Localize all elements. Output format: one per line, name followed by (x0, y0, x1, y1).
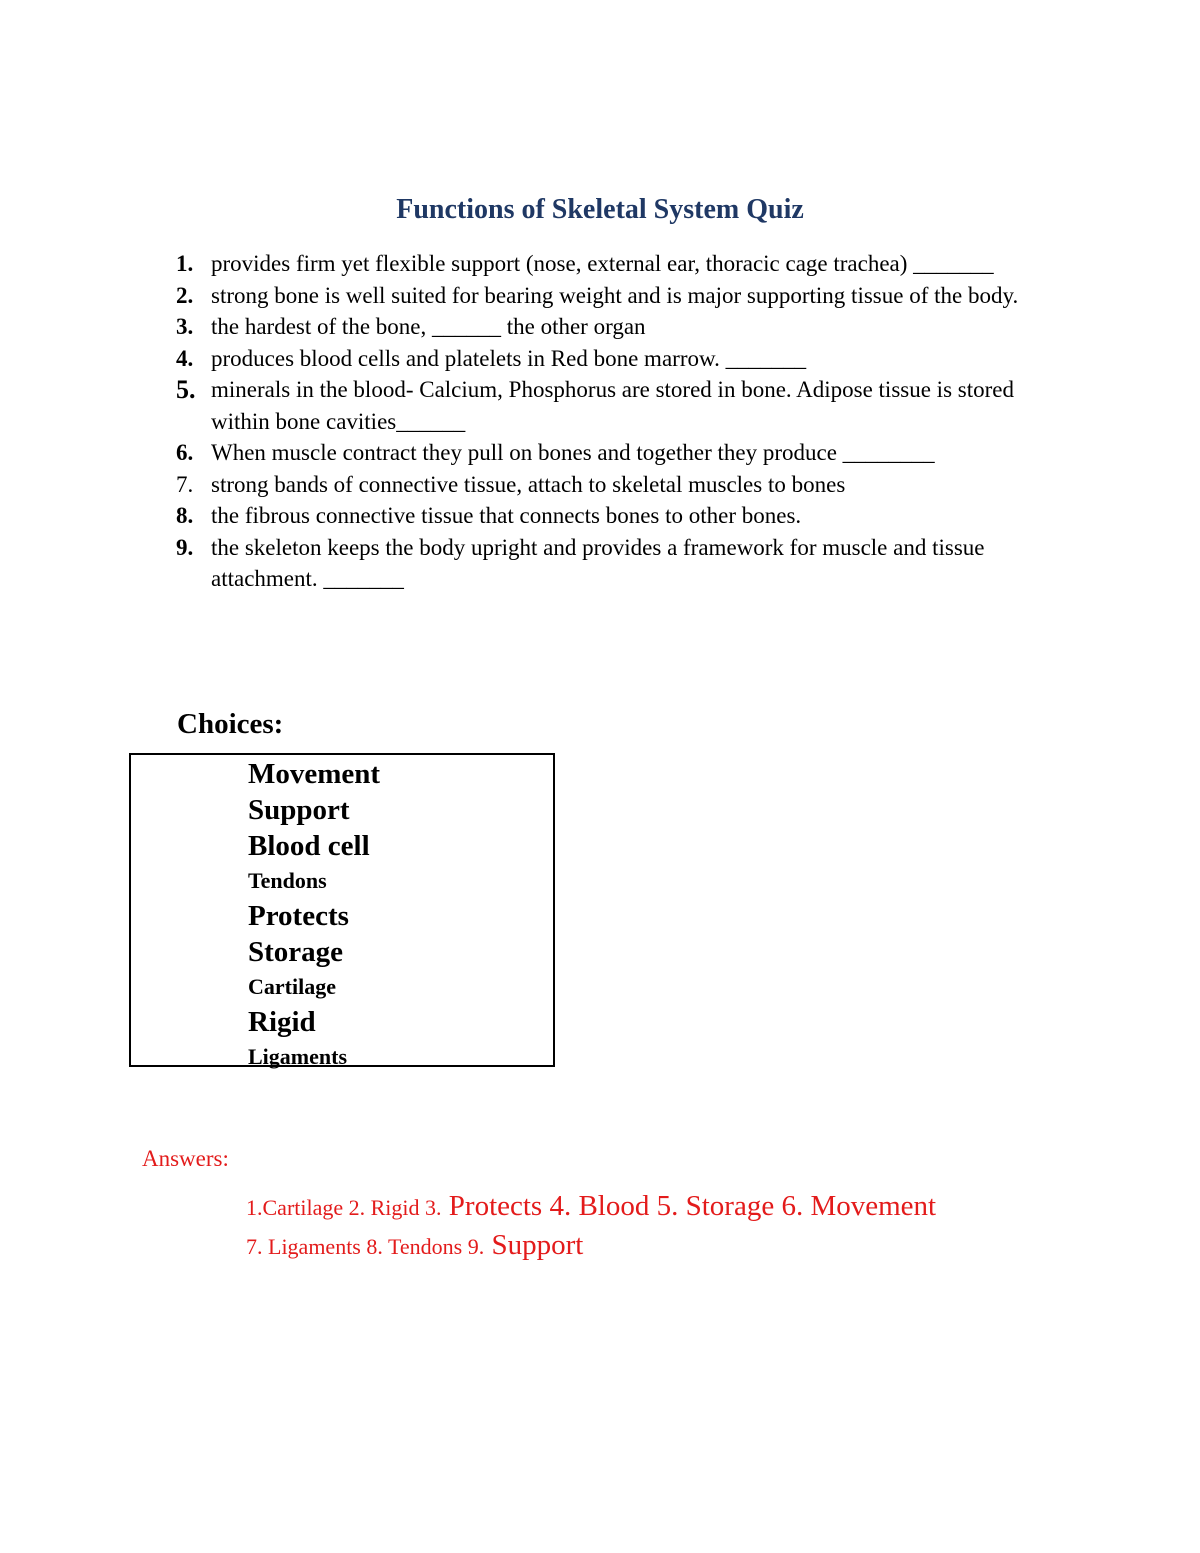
question-item (172, 311, 1052, 343)
question-text: provides firm yet flexible support (nose, external ear, thoracic cage trachea) _______ (211, 251, 994, 276)
question-list (172, 248, 1052, 595)
answer-text: Protects 4. Blood 5. Storage 6. Movement (441, 1190, 937, 1222)
answer-text: Support (484, 1229, 584, 1261)
question-item (172, 437, 1052, 469)
choices-list (248, 756, 380, 1074)
question-item (172, 343, 1052, 375)
question-number: 7. (176, 471, 194, 497)
choice-item: Rigid (248, 1006, 316, 1038)
question-number: 5. (176, 375, 196, 404)
question-text: strong bone is well suited for bearing weight and is major supporting tissue of the body. (211, 282, 1019, 308)
choice-item: Storage (248, 936, 344, 968)
question-item (172, 280, 1052, 312)
choice-item: Tendons (248, 868, 327, 893)
question-number: 4. (176, 345, 194, 371)
question-text: minerals in the blood- Calcium, Phosphorus are stored in bone. Adipose tissue is stored within bone cavities______ (211, 377, 1014, 434)
question-item (172, 500, 1052, 532)
page-title: Functions of Skeletal System Quiz (396, 194, 804, 225)
question-text: the fibrous connective tissue that connects bones to other bones. (211, 503, 802, 528)
choice-item: Ligaments (248, 1044, 347, 1069)
question-item (172, 469, 1052, 501)
question-number: 9. (176, 534, 194, 560)
question-number: 1. (176, 251, 194, 276)
question-number: 2. (176, 282, 194, 308)
choices-box (129, 753, 555, 1067)
question-text: strong bands of connective tissue, attach to skeletal muscles to bones (211, 471, 846, 497)
question-number: 3. (176, 314, 194, 339)
question-text: the skeleton keeps the body upright and provides a framework for muscle and tissue attachment. _______ (211, 534, 985, 591)
question-text: produces blood cells and platelets in Red bone marrow. _______ (211, 345, 807, 371)
answer-line-1 (246, 1190, 936, 1223)
answers-label: Answers: (142, 1146, 229, 1171)
question-text: the hardest of the bone, ______ the other organ (211, 314, 646, 339)
answer-text: 1.Cartilage 2. Rigid 3. (246, 1195, 442, 1220)
choice-item: Cartilage (248, 974, 336, 999)
question-text: When muscle contract they pull on bones and together they produce ________ (211, 440, 935, 465)
choice-item: Movement (248, 758, 381, 790)
choice-item: Blood cell (248, 830, 370, 862)
choice-item: Support (248, 794, 350, 826)
question-item (172, 532, 1052, 595)
question-item (172, 248, 1052, 280)
question-number: 6. (176, 440, 194, 465)
question-item (172, 374, 1052, 437)
answer-text: 7. Ligaments 8. Tendons 9. (246, 1234, 485, 1259)
question-number: 8. (176, 503, 194, 528)
answer-line-2 (246, 1229, 583, 1262)
choice-item: Protects (248, 900, 349, 932)
choices-heading: Choices: (177, 708, 284, 740)
